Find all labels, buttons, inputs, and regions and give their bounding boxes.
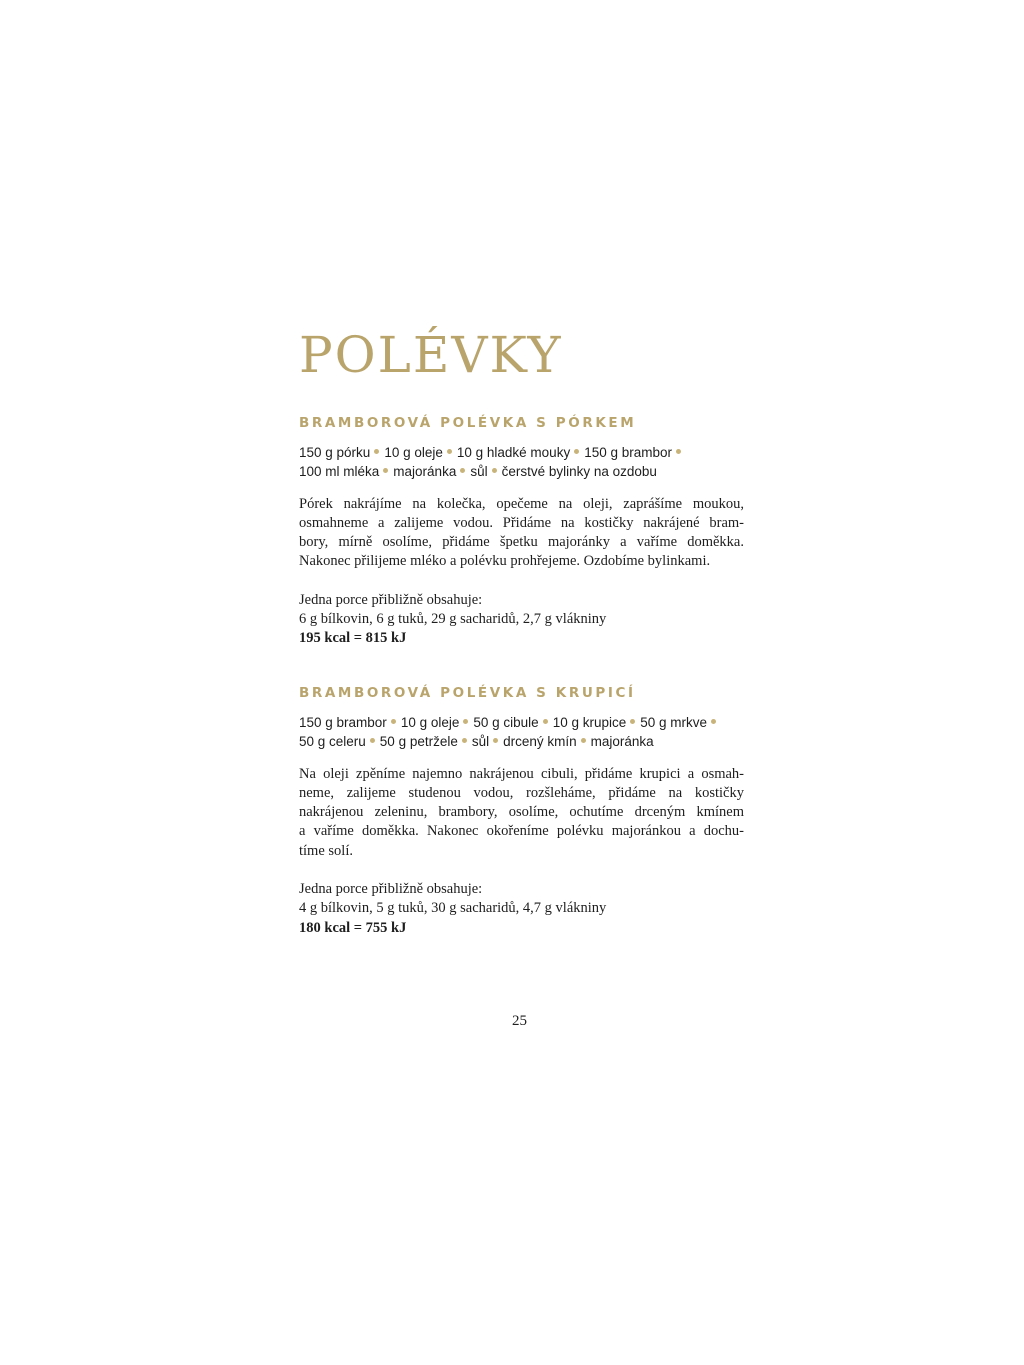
ingredients-line: [299, 462, 744, 482]
method-line: a vaříme doměkka. Nakonec okořeníme polévku majoránkou a dochu-: [299, 823, 744, 840]
nutrition-info: [299, 591, 744, 649]
bullet-dot-icon: [711, 719, 716, 724]
recipe-title: BRAMBOROVÁ POLÉVKA S KRUPICÍ: [299, 685, 636, 701]
nutrition-info: [299, 880, 744, 938]
ingredient: 10 g oleje: [400, 714, 460, 730]
method-line: nakrájenou zeleninu, brambory, osolíme, ochutíme drceným kmínem: [299, 804, 744, 821]
method-line: bory, mírně osolíme, přidáme špetku majoránky a vaříme doměkka.: [299, 534, 744, 551]
ingredient: 50 g celeru: [299, 734, 366, 749]
ingredient: 10 g oleje: [384, 444, 443, 460]
bullet-dot-icon: [493, 738, 498, 743]
method-text: [299, 495, 744, 572]
ingredient: sůl: [470, 464, 488, 479]
ingredient: 10 g hladké mouky: [456, 444, 571, 460]
ingredients-list: [299, 713, 744, 752]
ingredients-line: [299, 713, 744, 733]
ingredient: majoránka: [590, 734, 654, 749]
method-line: Pórek nakrájíme na kolečka, opečeme na oleji, zaprášíme moukou,: [299, 495, 744, 512]
nutrition-intro: Jedna porce přibližně obsahuje:: [299, 880, 483, 897]
method-line: Nakonec přilijeme mléko a polévku prohřejeme. Ozdobíme bylinkami.: [299, 553, 711, 570]
recipe-potato-semolina-soup: [299, 687, 744, 938]
method-line: Na oleji zpěníme najemno nakrájenou cibuli, přidáme krupici a osmah-: [299, 765, 744, 782]
page-number: 25: [512, 1013, 527, 1029]
ingredients-line: [299, 443, 744, 463]
energy-value: 195 kcal = 815 kJ: [299, 630, 407, 647]
method-line: osmahneme a zalijeme vodou. Přidáme na kostičky nakrájené bram-: [299, 514, 744, 531]
method-line: neme, zalijeme studenou vodou, rozšleháme, přidáme na kostičky: [299, 784, 744, 801]
nutrition-values: 6 g bílkovin, 6 g tuků, 29 g sacharidů, 2,7 g vlákniny: [299, 610, 607, 627]
bullet-dot-icon: [462, 738, 467, 743]
ingredient: čerstvé bylinky na ozdobu: [501, 464, 657, 479]
nutrition-values: 4 g bílkovin, 5 g tuků, 30 g sacharidů, 4,7 g vlákniny: [299, 900, 607, 917]
ingredient: 150 g pórku: [299, 444, 371, 460]
method-text: [299, 765, 744, 861]
ingredient: 100 ml mléka: [299, 464, 380, 479]
method-line: tíme solí.: [299, 842, 353, 859]
chapter-title: POLÉVKY: [299, 326, 563, 384]
bullet-dot-icon: [383, 468, 388, 473]
bullet-dot-icon: [574, 449, 579, 454]
bullet-dot-icon: [581, 738, 586, 743]
recipe-potato-leek-soup: [299, 417, 744, 649]
bullet-dot-icon: [447, 449, 452, 454]
bullet-dot-icon: [492, 468, 497, 473]
ingredients-line: [299, 732, 744, 752]
ingredient: 50 g cibule: [473, 714, 539, 730]
ingredient: majoránka: [393, 464, 457, 479]
nutrition-intro: Jedna porce přibližně obsahuje:: [299, 591, 483, 608]
bullet-dot-icon: [370, 738, 375, 743]
bullet-dot-icon: [391, 719, 396, 724]
ingredient: sůl: [471, 734, 490, 749]
ingredients-list: [299, 443, 744, 482]
ingredient: 50 g petržele: [379, 734, 458, 749]
ingredient: 150 g brambor: [584, 444, 673, 460]
ingredient: 50 g mrkve: [640, 714, 708, 730]
energy-value: 180 kcal = 755 kJ: [299, 919, 407, 936]
recipe-title: BRAMBOROVÁ POLÉVKA S PÓRKEM: [299, 415, 637, 431]
ingredient: 10 g krupice: [552, 714, 627, 730]
bullet-dot-icon: [630, 719, 635, 724]
bullet-dot-icon: [543, 719, 548, 724]
bullet-dot-icon: [676, 449, 681, 454]
bullet-dot-icon: [460, 468, 465, 473]
bullet-dot-icon: [374, 449, 379, 454]
bullet-dot-icon: [463, 719, 468, 724]
ingredient: 150 g brambor: [299, 714, 387, 730]
ingredient: drcený kmín: [503, 734, 577, 749]
